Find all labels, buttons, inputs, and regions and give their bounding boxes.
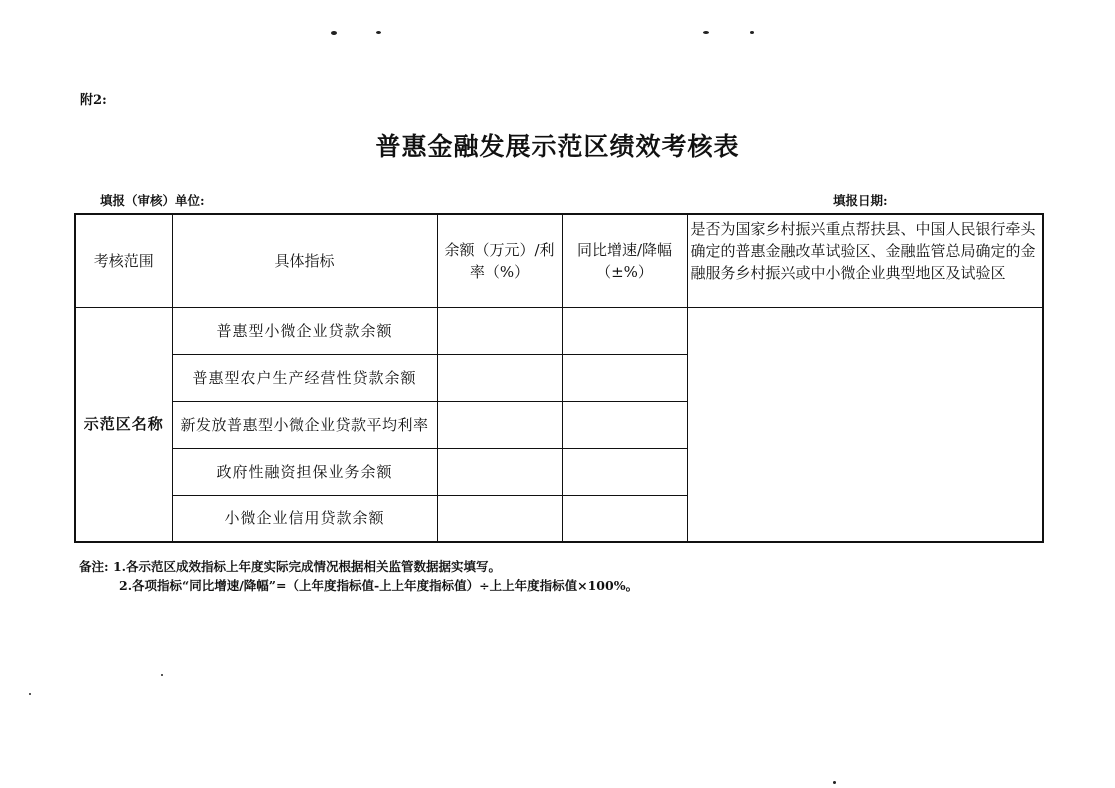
yoy-cell[interactable] [562, 354, 687, 401]
assessment-table [74, 213, 1044, 543]
balance-cell[interactable] [437, 354, 562, 401]
col-header-indicator: 具体指标 [172, 214, 437, 307]
page-title: 普惠金融发展示范区绩效考核表 [375, 132, 740, 161]
col-header-designation: 是否为国家乡村振兴重点帮扶县、中国人民银行牵头确定的普惠金融改革试验区、金融监管总局确定的金融服务乡村振兴或中小微企业典型地区及试验区 [687, 214, 1043, 307]
indicator-cell: 新发放普惠型小微企业贷款平均利率 [172, 401, 437, 448]
note-line-2: 2.各项指标“同比增速/降幅”=（上年度指标值-上上年度指标值）÷上上年度指标值×100%。 [119, 578, 639, 593]
region-name-label: 示范区名称 [75, 307, 172, 542]
scan-speck [161, 674, 163, 676]
scan-speck [750, 31, 754, 34]
scan-speck [29, 693, 31, 695]
note-line-1: 备注: 1.各示范区成效指标上年度实际完成情况根据相关监管数据据实填写。 [79, 559, 502, 574]
col-header-scope: 考核范围 [75, 214, 172, 307]
scan-speck [331, 31, 337, 35]
scan-speck [376, 31, 381, 34]
notes [79, 557, 638, 595]
yoy-cell[interactable] [562, 495, 687, 542]
balance-cell[interactable] [437, 401, 562, 448]
filing-date-label: 填报日期: [833, 193, 888, 208]
col-header-balance: 余额（万元）/利率（%） [437, 214, 562, 307]
indicator-cell: 普惠型小微企业贷款余额 [172, 307, 437, 354]
indicator-cell: 政府性融资担保业务余额 [172, 448, 437, 495]
indicator-cell: 普惠型农户生产经营性贷款余额 [172, 354, 437, 401]
yoy-cell[interactable] [562, 307, 687, 354]
balance-cell[interactable] [437, 307, 562, 354]
scan-speck [833, 781, 836, 784]
table-row [75, 307, 1043, 354]
yoy-cell[interactable] [562, 448, 687, 495]
scan-speck [703, 31, 709, 34]
balance-cell[interactable] [437, 448, 562, 495]
indicator-cell: 小微企业信用贷款余额 [172, 495, 437, 542]
header-row [75, 214, 1043, 307]
yoy-cell[interactable] [562, 401, 687, 448]
filing-unit-label: 填报（审核）单位: [100, 193, 205, 208]
attachment-label: 附2: [80, 93, 107, 108]
col-header-yoy: 同比增速/降幅（±%） [562, 214, 687, 307]
designation-cell[interactable] [687, 307, 1043, 542]
balance-cell[interactable] [437, 495, 562, 542]
